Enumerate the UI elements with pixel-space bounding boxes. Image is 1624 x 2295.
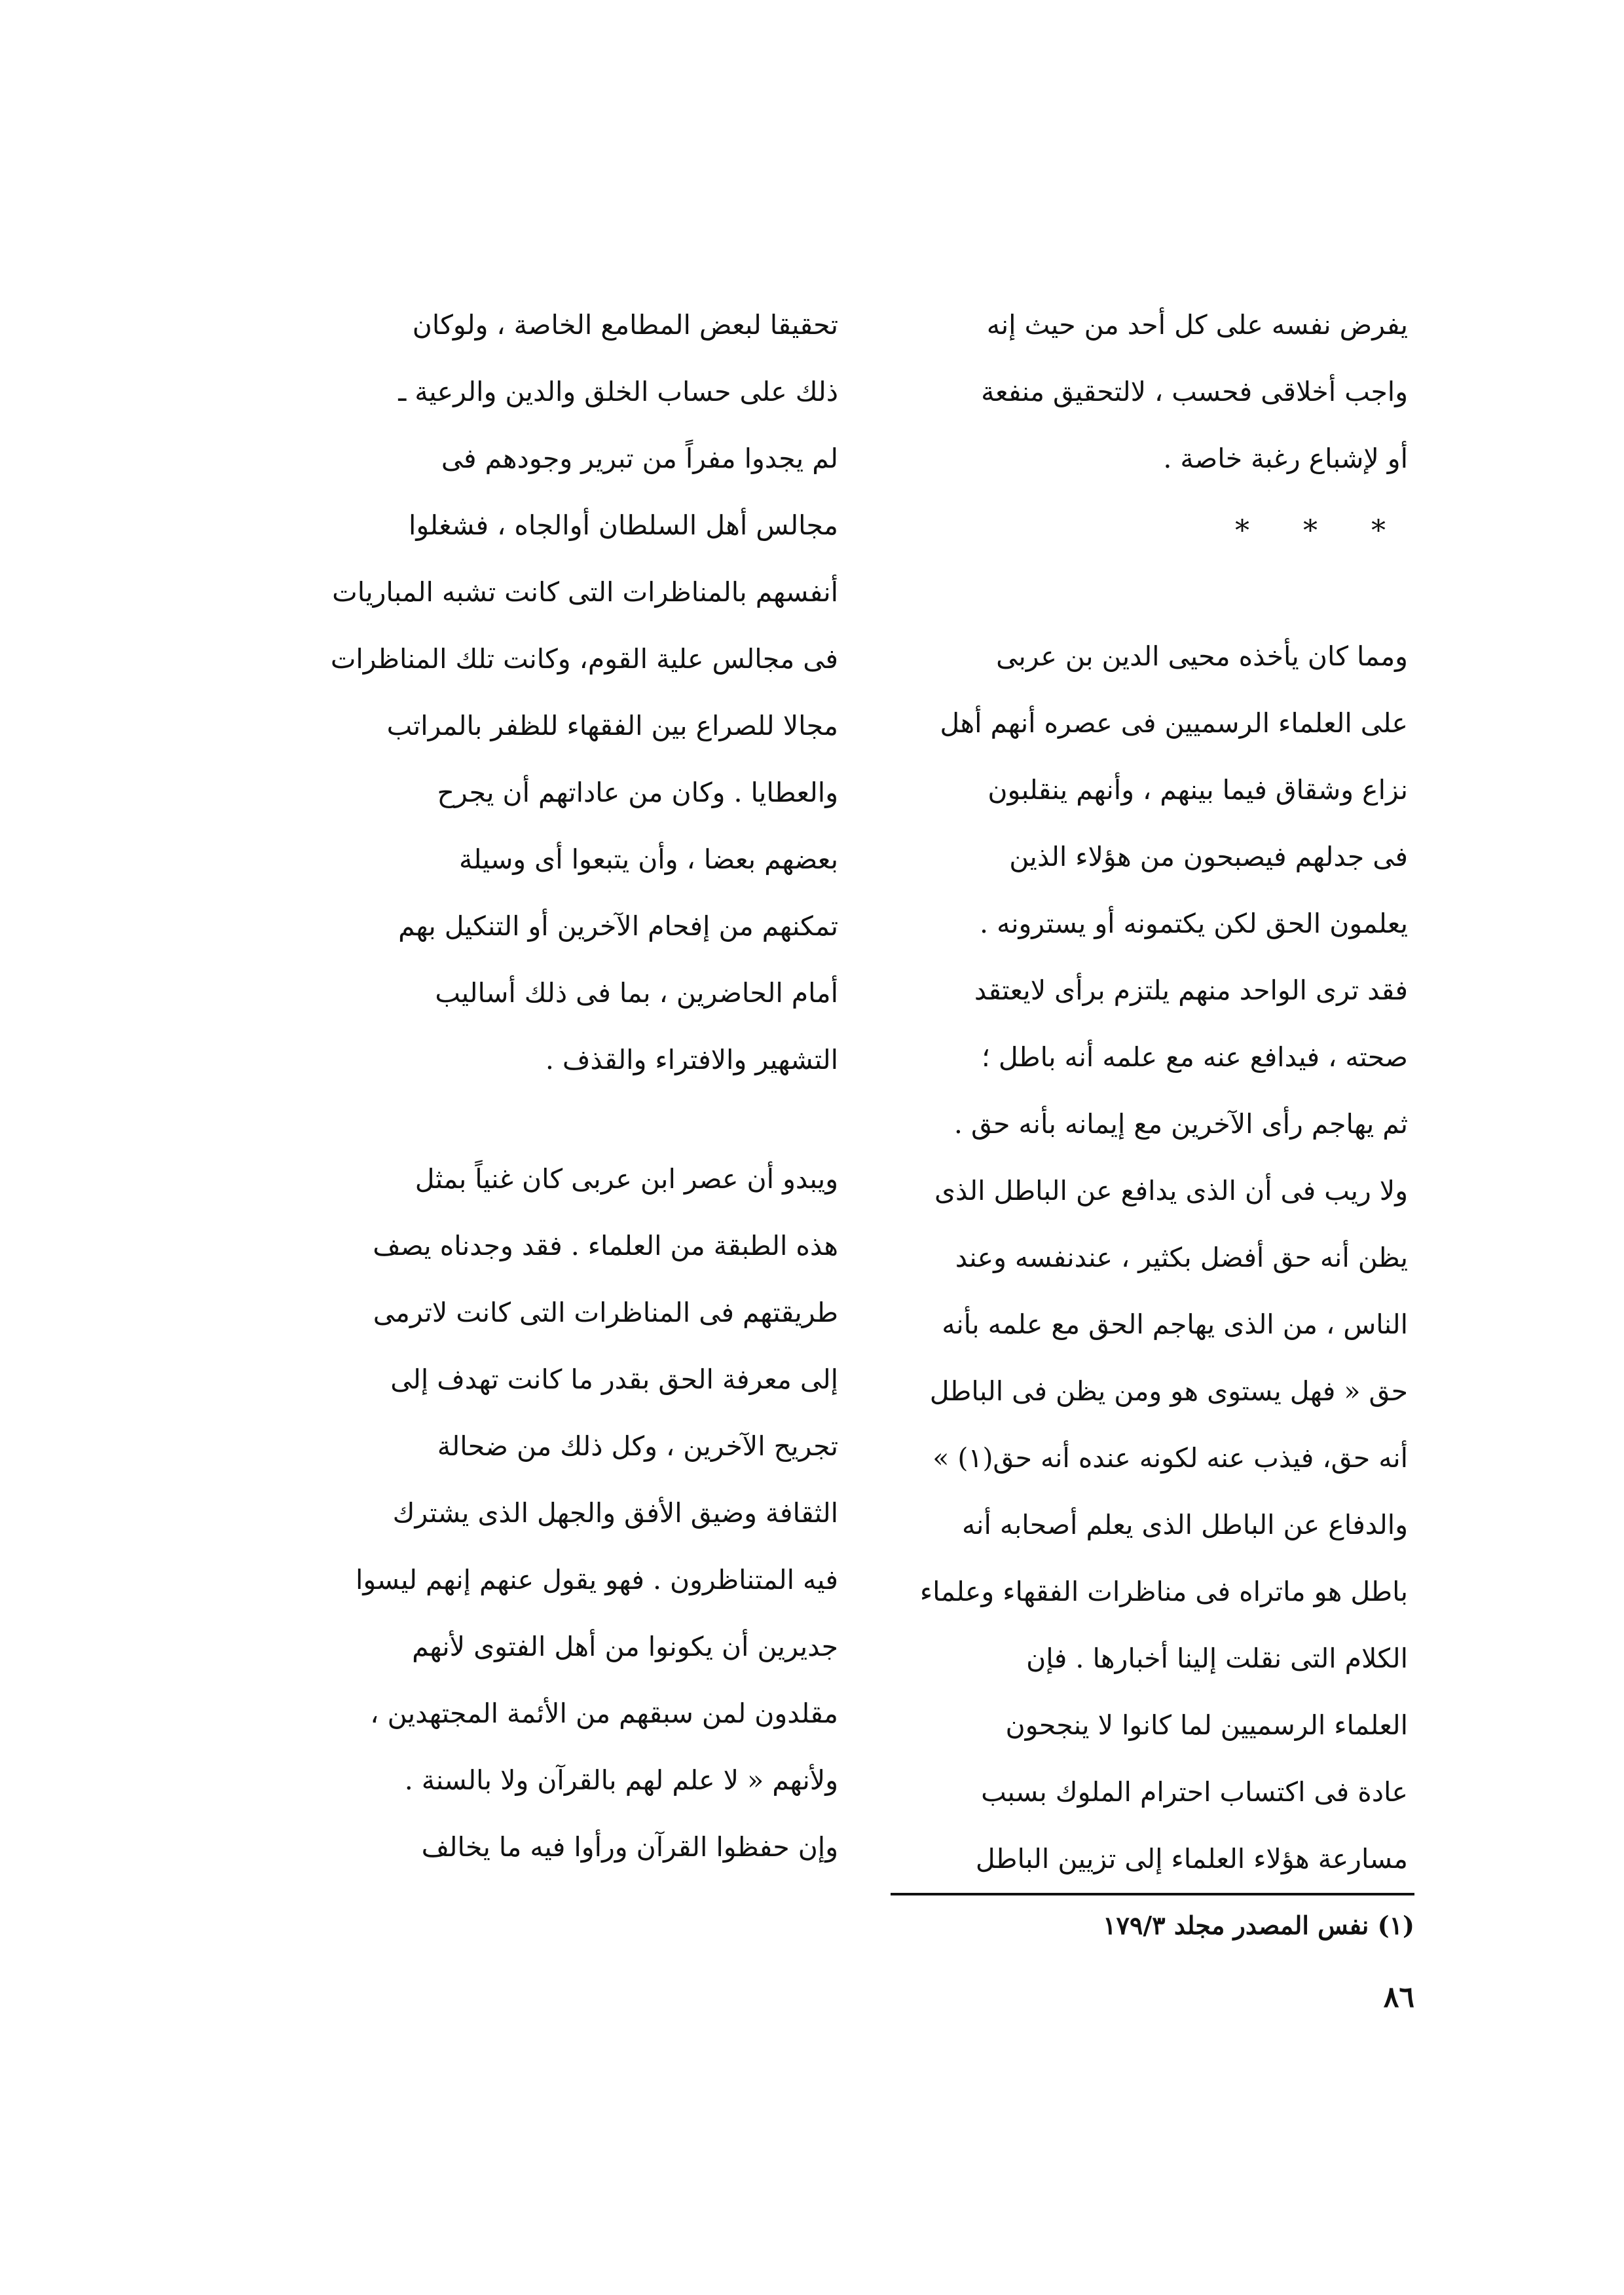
paragraph-gap xyxy=(832,570,1408,623)
right-column xyxy=(832,291,1408,1892)
text-line: إلى معرفة الحق بقدر ما كانت تهدف إلى xyxy=(390,1364,838,1395)
text-line: مجالس أهل السلطان أوالجاه ، فشغلوا xyxy=(408,510,838,541)
text-line: العلماء الرسميين لما كانوا لا ينجحون xyxy=(1005,1709,1408,1741)
text-line: صحته ، فيدافع عنه مع علمه أنه باطل ؛ xyxy=(981,1041,1408,1073)
text-line: ولا ريب فى أن الذى يدافع عن الباطل الذى xyxy=(934,1175,1408,1206)
text-line: فيه المتناظرون . فهو يقول عنهم إنهم ليسوا xyxy=(355,1564,838,1595)
text-line: مقلدون لمن سبقهم من الأئمة المجتهدين ، xyxy=(370,1698,838,1729)
text-line: وإن حفظوا القرآن ورأوا فيه ما يخالف xyxy=(421,1831,838,1863)
text-line: حق « فهل يستوى هو ومن يظن فى الباطل xyxy=(929,1375,1408,1407)
text-line: مجالا للصراع بين الفقهاء للظفر بالمراتب xyxy=(386,710,838,741)
text-line: تمكنهم من إفحام الآخرين أو التنكيل بهم xyxy=(398,910,838,942)
text-line: طريقتهم فى المناظرات التى كانت لاترمى xyxy=(373,1297,838,1328)
text-line: فى مجالس علية القوم، وكانت تلك المناظرات xyxy=(330,643,838,675)
paragraph-gap xyxy=(268,1093,838,1146)
text-line: باطل هو ماتراه فى مناظرات الفقهاء وعلماء xyxy=(919,1576,1408,1607)
text-line: والدفاع عن الباطل الذى يعلم أصحابه أنه xyxy=(962,1509,1408,1540)
text-line: على العلماء الرسميين فى عصره أنهم أهل xyxy=(940,707,1408,739)
text-line: مسارعة هؤلاء العلماء إلى تزيين الباطل xyxy=(975,1843,1408,1875)
text-line: فى جدلهم فيصبحون من هؤلاء الذين xyxy=(1009,841,1408,872)
left-column xyxy=(268,291,838,1880)
text-line: الثقافة وضيق الأفق والجهل الذى يشترك xyxy=(392,1497,838,1529)
text-line: يظن أنه حق أفضل بكثير ، عندنفسه وعند xyxy=(955,1242,1408,1273)
text-line: تجريح الآخرين ، وكل ذلك من ضحالة xyxy=(437,1430,838,1462)
text-line: الكلام التى نقلت إلينا أخبارها . فإن xyxy=(1026,1643,1408,1674)
footnote-divider xyxy=(891,1893,1414,1895)
text-line: ويبدو أن عصر ابن عربى كان غنياً بمثل xyxy=(415,1163,838,1195)
text-line: نزاع وشقاق فيما بينهم ، وأنهم ينقلبون xyxy=(987,774,1408,806)
text-line: عادة فى اكتساب احترام الملوك بسبب xyxy=(981,1776,1408,1808)
text-line: أنه حق، فيذب عنه لكونه عنده أنه حق(١) » xyxy=(932,1442,1408,1474)
text-line: واجب أخلاقى فحسب ، لالتحقيق منفعة xyxy=(981,376,1408,407)
text-line: والعطايا . وكان من عاداتهم أن يجرح xyxy=(437,777,838,808)
text-line: يعلمون الحق لكن يكتمونه أو يسترونه . xyxy=(980,908,1408,939)
text-line: تحقيقا لبعض المطامع الخاصة ، ولوكان xyxy=(412,309,838,341)
text-line: يفرض نفسه على كل أحد من حيث إنه xyxy=(986,309,1408,341)
text-line: ثم يهاجم رأى الآخرين مع إيمانه بأنه حق . xyxy=(953,1108,1408,1140)
text-line: هذه الطبقة من العلماء . فقد وجدناه يصف xyxy=(373,1230,838,1261)
text-line: ولأنهم « لا علم لهم بالقرآن ولا بالسنة . xyxy=(404,1764,838,1796)
text-line: فقد ترى الواحد منهم يلتزم برأى لايعتقد xyxy=(974,975,1408,1006)
text-line: الناس ، من الذى يهاجم الحق مع علمه بأنه xyxy=(942,1309,1408,1340)
text-line: ذلك على حساب الخلق والدين والرعية ـ xyxy=(398,376,838,407)
text-line: أمام الحاضرين ، بما فى ذلك أساليب xyxy=(435,977,838,1009)
footnote: (١) نفس المصدر مجلد ١٧٩/٣ xyxy=(1103,1911,1414,1940)
text-line: بعضهم بعضا ، وأن يتبعوا أى وسيلة xyxy=(459,844,838,875)
text-line: ومما كان يأخذه محيى الدين بن عربى xyxy=(996,641,1408,672)
text-line: جديرين أن يكونوا من أهل الفتوى لأنهم xyxy=(412,1631,838,1662)
page-number: ٨٦ xyxy=(1383,1981,1414,2014)
text-line: أو لإشباع رغبة خاصة . xyxy=(1163,443,1408,474)
text-line: التشهير والافتراء والقذف . xyxy=(545,1044,838,1075)
text-line: لم يجدوا مفراً من تبرير وجودهم فى xyxy=(441,443,838,474)
text-line: أنفسهم بالمناظرات التى كانت تشبه المباريات xyxy=(332,576,838,608)
section-separator: * * * xyxy=(1235,514,1408,548)
